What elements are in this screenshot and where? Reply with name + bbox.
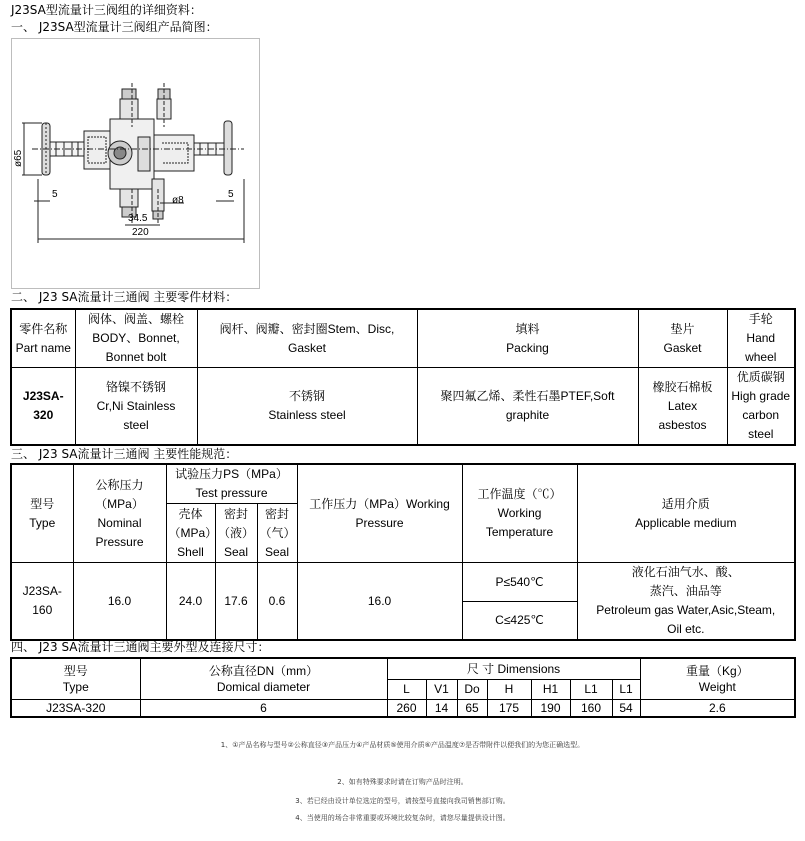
section-3-heading: 三、 J23 SA流量计三通阀 主要性能规范： bbox=[11, 447, 238, 461]
cell-l1-a: 160 bbox=[570, 699, 612, 717]
cell-do: 65 bbox=[457, 699, 487, 717]
cell-type: J23SA- 160 bbox=[11, 563, 73, 641]
cell-medium: 液化石油气水、酸、 蒸汽、油品等 Petroleum gas Water,Asic,Steam, Oil etc. bbox=[577, 563, 795, 641]
dim-220: 220 bbox=[132, 227, 149, 238]
cell-v1: 14 bbox=[426, 699, 457, 717]
cell-shell: 24.0 bbox=[166, 563, 215, 641]
cell-gasket-material: 橡胶石棉板 Latex asbestos bbox=[638, 368, 727, 446]
note-2: 2、如有特殊要求时请在订购产品时注明。 bbox=[337, 778, 468, 786]
header-shell: 壳体 （MPa） Shell bbox=[166, 504, 215, 563]
header-body: 阀体、阀盖、螺栓 BODY、Bonnet, Bonnet bolt bbox=[75, 309, 197, 368]
cell-model: J23SA- 320 bbox=[11, 368, 75, 446]
dim-5-left: 5 bbox=[52, 189, 58, 200]
header-packing: 填料 Packing bbox=[417, 309, 638, 368]
cell-seal-gas: 0.6 bbox=[257, 563, 297, 641]
page-title: J23SA型流量计三阀组的详细资料： bbox=[11, 3, 202, 17]
product-drawing bbox=[11, 38, 260, 289]
cell-stem-material: 不锈钢 Stainless steel bbox=[197, 368, 417, 446]
table-row bbox=[11, 563, 795, 602]
cell-l1-b: 54 bbox=[612, 699, 640, 717]
note-1: 1、①产品名称与型号②公称直径③产品压力④产品材质⑤使用介质⑥产品温度⑦是否带附件以便我们的为您正确选型。 bbox=[220, 741, 585, 749]
header-handwheel: 手轮 Hand wheel bbox=[727, 309, 795, 368]
col-l1-b: L1 bbox=[612, 679, 640, 699]
dim-phi8: ø8 bbox=[172, 195, 184, 206]
col-v1: V1 bbox=[426, 679, 457, 699]
materials-table bbox=[10, 308, 796, 446]
materials-header-row bbox=[11, 309, 795, 368]
dim-34-5: 34.5 bbox=[128, 213, 148, 224]
header-seal-gas: 密封 （气） Seal bbox=[257, 504, 297, 563]
section-4-heading: 四、 J23 SA流量计三通阀主要外型及连接尺寸： bbox=[11, 640, 270, 654]
col-h1: H1 bbox=[531, 679, 570, 699]
dim-5-right: 5 bbox=[228, 189, 234, 200]
table-row bbox=[11, 368, 795, 446]
header-part-name: 零件名称 Part name bbox=[11, 309, 75, 368]
cell-h1: 190 bbox=[531, 699, 570, 717]
header-nominal-pressure: 公称压力 （MPa） Nominal Pressure bbox=[73, 464, 166, 563]
header-test-pressure: 试验压力PS（MPa） Test pressure bbox=[166, 464, 297, 504]
cell-h: 175 bbox=[487, 699, 531, 717]
header-seal-liquid: 密封 （液） Seal bbox=[215, 504, 257, 563]
header-weight: 重量（Kg） Weight bbox=[640, 658, 795, 699]
cell-type: J23SA-320 bbox=[11, 699, 140, 717]
cell-body-material: 铬镍不锈钢 Cr,Ni Stainless steel bbox=[75, 368, 197, 446]
header-type: 型号 Type bbox=[11, 464, 73, 563]
col-do: Do bbox=[457, 679, 487, 699]
header-dimensions: 尺 寸 Dimensions bbox=[387, 658, 640, 679]
col-l1-a: L1 bbox=[570, 679, 612, 699]
header-type: 型号 Type bbox=[11, 658, 140, 699]
table-row bbox=[11, 699, 795, 717]
cell-temp-p: P≤540℃ bbox=[462, 563, 577, 602]
cell-dn: 6 bbox=[140, 699, 387, 717]
note-3: 3、若已经由设计单位选定的型号，请按型号直接向我司销售部订购。 bbox=[295, 797, 510, 805]
header-working-pressure: 工作压力（MPa）Working Pressure bbox=[297, 464, 462, 563]
cell-working-pressure: 16.0 bbox=[297, 563, 462, 641]
col-l: L bbox=[387, 679, 426, 699]
cell-packing-material: 聚四氟乙烯、柔性石墨PTEF,Soft graphite bbox=[417, 368, 638, 446]
note-4: 4、当使用的场合非常重要或环境比较复杂时，请您尽量提供设计图。 bbox=[295, 814, 510, 822]
header-gasket: 垫片 Gasket bbox=[638, 309, 727, 368]
header-stem: 阀杆、阀瓣、密封圈Stem、Disc, Gasket bbox=[197, 309, 417, 368]
section-2-heading: 二、 J23 SA流量计三通阀 主要零件材料： bbox=[11, 290, 238, 304]
cell-weight: 2.6 bbox=[640, 699, 795, 717]
header-dn: 公称直径DN（mm） Domical diameter bbox=[140, 658, 387, 699]
cell-temp-c: C≤425℃ bbox=[462, 602, 577, 640]
dim-phi65: ø65 bbox=[13, 149, 24, 167]
header-working-temperature: 工作温度（℃） Working Temperature bbox=[462, 464, 577, 563]
cell-nominal-pressure: 16.0 bbox=[73, 563, 166, 641]
performance-table bbox=[10, 463, 796, 641]
cell-seal-liquid: 17.6 bbox=[215, 563, 257, 641]
valve-diagram bbox=[12, 39, 259, 288]
dimensions-table bbox=[10, 657, 796, 718]
cell-handwheel-material: 优质碳钢 High grade carbon steel bbox=[727, 368, 795, 446]
header-applicable-medium: 适用介质 Applicable medium bbox=[577, 464, 795, 563]
col-h: H bbox=[487, 679, 531, 699]
section-1-heading: 一、 J23SA型流量计三阀组产品简图： bbox=[11, 20, 218, 34]
cell-l: 260 bbox=[387, 699, 426, 717]
